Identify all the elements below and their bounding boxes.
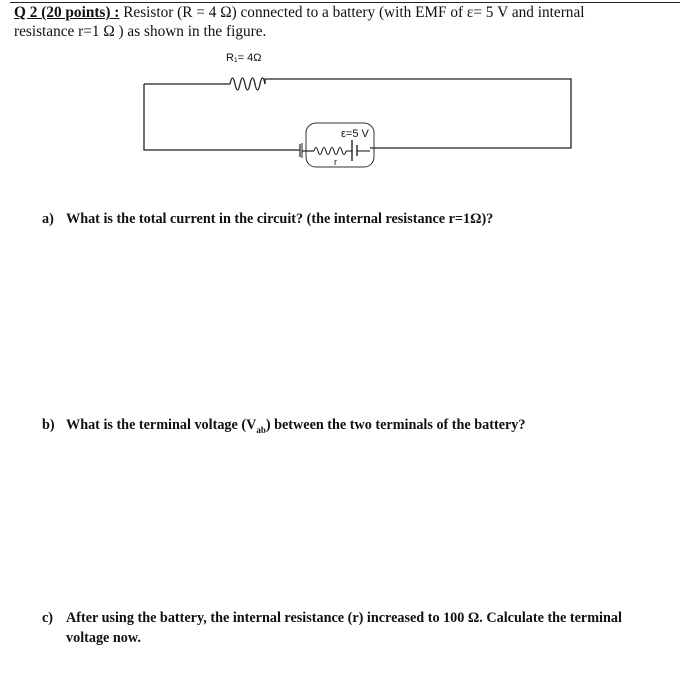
emf-label: ε=5 V [341, 128, 369, 140]
internal-resistance-label: r [334, 157, 337, 167]
question-a-text: What is the total current in the circuit? (the internal resistance r=1Ω)? [66, 211, 494, 227]
question-header [14, 3, 684, 41]
wire-top-right [265, 79, 571, 148]
question-b-subscript: ab [256, 424, 266, 435]
question-c-line-1: After using the battery, the internal resistance (r) increased to 100 Ω. Calculate the terminal [66, 610, 622, 626]
wire-left-bottom [144, 84, 300, 150]
question-number: Q 2 (20 points) : [14, 4, 120, 21]
question-c-letter: c) [42, 610, 54, 626]
question-a [42, 209, 662, 229]
circuit-diagram [130, 44, 580, 174]
question-c-line-2: voltage now. [66, 630, 141, 646]
r1-label: R₁= 4Ω [226, 52, 262, 64]
question-b-letter: b) [42, 417, 55, 433]
internal-resistor [314, 148, 346, 155]
question-b [42, 415, 662, 440]
question-b-text-after: ) between the two terminals of the battery? [265, 417, 526, 433]
header-line-2: resistance r=1 Ω ) as shown in the figure. [14, 23, 267, 40]
header-line-1: Resistor (R = 4 Ω) connected to a battery (with EMF of ε= 5 V and internal [119, 4, 585, 21]
question-a-letter: a) [42, 211, 54, 227]
question-b-text-before: What is the terminal voltage (V [66, 417, 257, 433]
r1-resistor [230, 78, 265, 90]
question-c [42, 608, 662, 648]
